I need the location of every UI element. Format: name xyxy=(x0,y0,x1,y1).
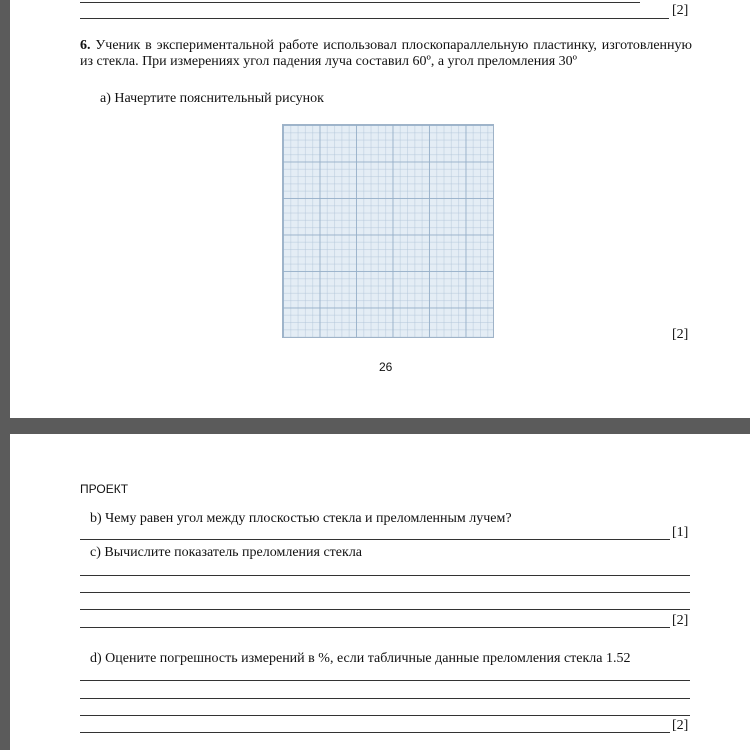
part-b-prompt: b) Чему равен угол между плоскостью стекла и преломленным лучем? xyxy=(90,511,512,526)
score-mark: [2] xyxy=(672,327,689,342)
score-mark: [2] xyxy=(672,3,689,18)
score-mark: [1] xyxy=(672,525,689,540)
answer-line-b[interactable] xyxy=(80,539,670,540)
part-c-prompt: c) Вычислите показатель преломления стекла xyxy=(90,545,363,560)
worksheet-page-2 xyxy=(10,434,750,750)
answer-line-c[interactable] xyxy=(80,575,690,576)
task-6-statement xyxy=(80,38,692,70)
part-a-prompt: a) Начертите пояснительный рисунок xyxy=(100,91,324,106)
task-text: Ученик в экспериментальной работе использовал плоскопараллельную пластинку, изготовленную из стекла. При измерениях угол падения луча составил 60º, а угол преломления 30º xyxy=(80,38,692,69)
worksheet-page-1 xyxy=(10,0,750,418)
part-d-prompt: d) Оцените погрешность измерений в %, если табличные данные преломления стекла 1.52 xyxy=(90,651,631,666)
answer-line-c[interactable] xyxy=(80,592,690,593)
score-mark: [2] xyxy=(672,613,689,628)
page-number: 26 xyxy=(379,360,393,374)
graph-paper-grid[interactable] xyxy=(282,124,494,338)
answer-line-d[interactable] xyxy=(80,732,670,733)
answer-line-d[interactable] xyxy=(80,715,690,716)
answer-line-c[interactable] xyxy=(80,627,670,628)
page-header: ПРОЕКТ xyxy=(80,482,129,496)
answer-line xyxy=(80,2,640,3)
score-mark: [2] xyxy=(672,718,689,733)
answer-line-d[interactable] xyxy=(80,680,690,681)
task-number: 6. xyxy=(80,38,91,53)
answer-line-d[interactable] xyxy=(80,698,690,699)
answer-line-c[interactable] xyxy=(80,609,690,610)
answer-line xyxy=(80,18,669,19)
